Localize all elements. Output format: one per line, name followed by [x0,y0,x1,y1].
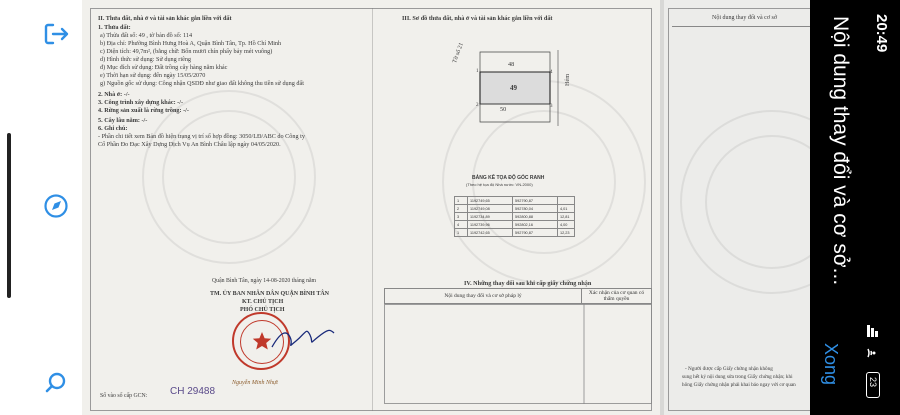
detail-line: 1. Thửa đất: [98,24,131,31]
coord-cell [558,197,575,205]
section-heading: III. Sơ đồ thửa đất, nhà ở và tài sản khác gắn liền với đất [402,15,553,22]
coord-cell: 1 [455,197,468,205]
page-gap [660,0,664,415]
detail-line: 2. Nhà ở: -/- [98,91,130,98]
detail-line: Cổ Phần Đo Đạc Xây Dựng Dịch Vụ An Bình Châu lập ngày 04/05/2020. [98,141,281,148]
coord-row [455,221,575,229]
battery-icon [866,372,880,398]
issue-date: Quận Bình Tân, ngày 14-08-2020 tháng năm [212,278,317,284]
changes-table [384,288,652,304]
map-road-label: Hẻm [564,73,571,86]
coord-row [455,229,575,237]
changes-col-header: Xác nhận của cơ quan có thẩm quyền [582,289,652,304]
map-point: 2 [476,103,479,108]
map-parcel-label: 49 [510,84,517,92]
detail-line: b) Địa chỉ: Phường Bình Hưng Hoà A, Quận Bình Tân, Tp. Hồ Chí Minh [100,40,282,47]
next-page-header: Nội dung thay đổi và cơ sở [712,15,778,21]
detail-line: e) Thời hạn sử dụng: đến ngày 15/05/2070 [100,72,206,79]
coord-cell: 592800,88 [513,213,558,221]
status-time: 20:49 [873,14,890,53]
note-line: hông Giấy chứng nhận phải khai báo ngay với cơ quan [682,382,796,388]
detail-line: 6. Ghi chú: [98,125,128,132]
coord-cell: 12,81 [558,213,575,221]
changes-title: IV. Những thay đổi sau khi cấp giấy chứng nhận [464,280,592,287]
section-heading: II. Thửa đất, nhà ở và tài sản khác gắn liền với đất [98,15,232,22]
search-icon[interactable] [40,367,72,399]
coord-cell: 2 [455,205,468,213]
sign-line: KT. CHỦ TỊCH [242,299,284,305]
coord-cell: 3 [455,213,468,221]
left-sidebar [0,0,82,415]
coord-table-subtitle: (Theo hệ tọa độ Nhà nước: VN-2000) [466,182,533,187]
registry-number: CH 29488 [170,386,216,397]
coord-table-title: BẢNG KÊ TỌA ĐỘ GÓC RANH [472,175,545,181]
drag-handle[interactable] [7,133,11,298]
coord-cell: 4,00 [558,221,575,229]
note-line: - Người được cấp Giấy chứng nhận không [685,366,773,372]
coord-cell: 1192749,65 [468,197,513,205]
note-line: sung hết ký nội dung sửa trong Giấy chứng nhận; khi [682,374,793,380]
coord-cell: 1192742,65 [468,229,513,237]
coord-table [454,196,575,237]
changes-table-body [384,304,652,404]
map-bottom-label: 50 [500,106,507,113]
detail-line: g) Nguồn gốc sử dụng: Công nhận QSDĐ như giao đất không thu tiền sử dụng đất [100,80,304,87]
map-sheet-label: Tờ số 21 [452,42,465,65]
coord-cell: 592790,87 [513,197,558,205]
signal-icon [867,324,879,336]
coord-cell: 1192734,89 [468,213,513,221]
detail-line: a) Thửa đất số: 49 , tờ bản đồ số: 114 [100,32,193,39]
map-point: 3 [550,104,553,109]
registry-label: Số vào sổ cấp GCN: [100,393,148,399]
detail-line: c) Diện tích: 49,7m², (bằng chữ: Bốn mươi chín phẩy bảy mét vuông) [100,48,273,55]
coord-cell: 592790,87 [513,229,558,237]
watermark-seal-inner [162,110,296,244]
coord-cell: 592802,16 [513,221,558,229]
page-fold [372,8,373,411]
battery-level: 23 [868,377,878,388]
detail-line: - Phần chi tiết xem Bản đồ hiện trạng vị trí số hợp đồng: 3050/LĐ/ABC do Công ty [98,133,305,140]
coord-row [455,197,575,205]
coord-row [455,205,575,213]
coord-cell: 1192739,96 [468,221,513,229]
coord-cell: 4,01 [558,205,575,213]
map-point: 1 [476,69,479,74]
next-page [660,0,810,415]
detail-line: d) Hình thức sử dụng: Sử dụng riêng [100,56,192,63]
coord-cell: 592780,04 [513,205,558,213]
coord-cell: 4 [455,221,468,229]
document-title: Nội dung thay đổi và cơ sở... [829,16,852,286]
coord-cell: 1 [455,229,468,237]
detail-line: 4. Rừng sản xuất là rừng trồng: -/- [98,107,189,114]
detail-line: 3. Công trình xây dựng khác: -/- [98,99,184,106]
wifi-icon [867,346,879,358]
detail-line: đ) Mục đích sử dụng: Đất trồng cây hàng năm khác [100,64,228,71]
detail-line: 5. Cây lâu năm: -/- [98,117,148,124]
sign-line: TM. ỦY BAN NHÂN DÂN QUẬN BÌNH TÂN [210,291,330,297]
sign-line: PHÓ CHỦ TỊCH [240,307,285,313]
compass-icon[interactable] [40,190,72,222]
map-point: 4 [550,70,553,75]
share-icon[interactable] [40,18,72,50]
certificate-page [82,0,660,415]
map-neighbor-label: 48 [508,61,515,68]
signer-name: Nguyễn Minh Nhựt [232,380,278,386]
coord-cell: 1192749,08 [468,205,513,213]
coord-cell: 12,23 [558,229,575,237]
done-button[interactable]: Xong [821,343,841,386]
changes-col-header: Nội dung thay đổi và cơ sở pháp lý [385,289,582,304]
signature-scribble [268,325,338,355]
coord-row [455,213,575,221]
